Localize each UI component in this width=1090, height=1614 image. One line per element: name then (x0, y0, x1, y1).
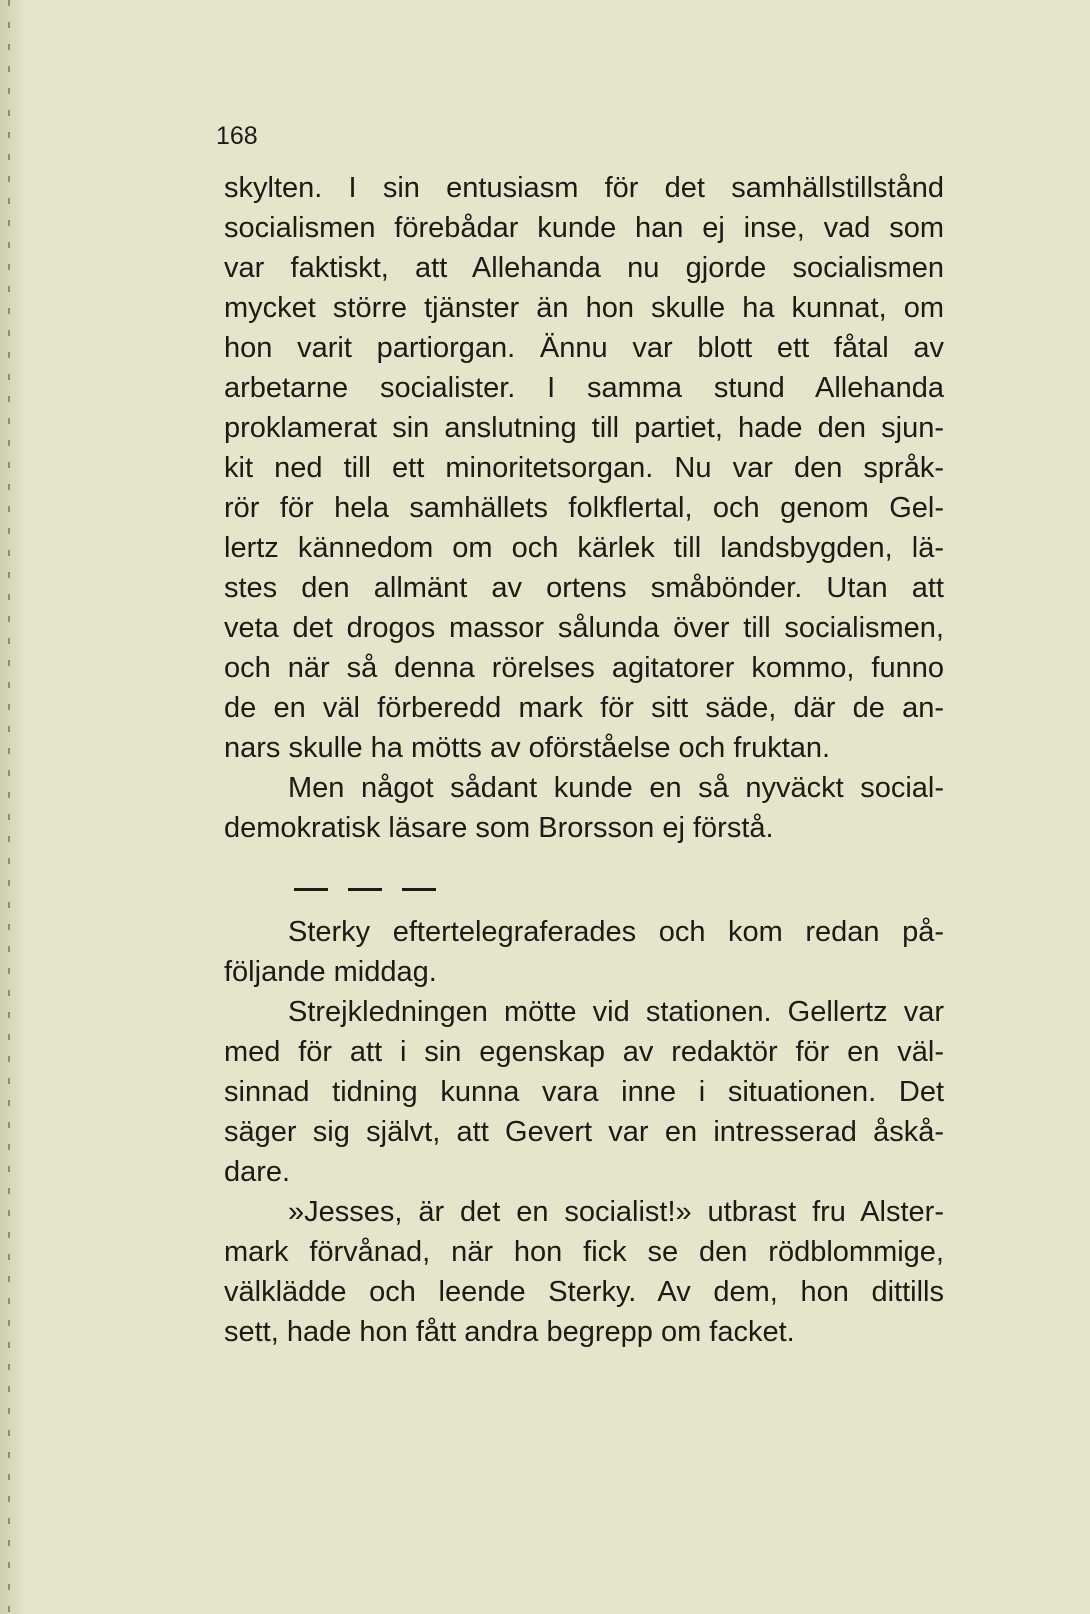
text-line: mycket större tjänster än hon skulle ha kunnat, om (224, 292, 944, 324)
body-text (224, 168, 944, 1352)
text-line: kit ned till ett minoritetsorgan. Nu var den språk- (224, 452, 944, 484)
text-line: Strejkledningen mötte vid stationen. Gellertz var (288, 996, 944, 1028)
text-line: arbetarne socialister. I samma stund Allehanda (224, 372, 944, 404)
page-number: 168 (216, 122, 258, 150)
separator-dash (348, 888, 382, 891)
separator-dash (294, 888, 328, 891)
paragraph-5 (224, 1192, 944, 1352)
text-line: välklädde och leende Sterky. Av dem, hon dittills (224, 1276, 944, 1308)
text-line: Men något sådant kunde en så nyväckt social- (288, 772, 944, 804)
paragraph-2 (224, 768, 944, 848)
text-line: proklamerat sin anslutning till partiet, hade den sjun- (224, 412, 944, 444)
text-line: veta det drogos massor sålunda över till socialismen, (224, 612, 944, 644)
section-separator (294, 868, 944, 908)
text-line: rör för hela samhällets folkflertal, och genom Gel- (224, 492, 944, 524)
separator-dash (402, 888, 436, 891)
text-line: mark förvånad, när hon fick se den rödblommige, (224, 1236, 944, 1268)
text-line: lertz kännedom om och kärlek till landsbygden, lä- (224, 532, 944, 564)
page-spine-edge (0, 0, 26, 1614)
text-line: dare. (224, 1156, 291, 1188)
text-line: stes den allmänt av ortens småbönder. Utan att (224, 572, 944, 604)
text-line: var faktiskt, att Allehanda nu gjorde socialismen (224, 252, 944, 284)
text-line: socialismen förebådar kunde han ej inse, vad som (224, 212, 944, 244)
paragraph-1 (224, 168, 944, 768)
text-line: och när så denna rörelses agitatorer kommo, funno (224, 652, 944, 684)
text-line: säger sig självt, att Gevert var en intresserad åskå- (224, 1116, 944, 1148)
text-line: demokratisk läsare som Brorsson ej förstå. (224, 812, 774, 844)
text-line: sett, hade hon fått andra begrepp om facket. (224, 1316, 795, 1348)
text-line: sinnad tidning kunna vara inne i situationen. Det (224, 1076, 944, 1108)
text-line: nars skulle ha mötts av oförståelse och fruktan. (224, 732, 831, 764)
paragraph-4 (224, 992, 944, 1192)
binding-stitch-line (8, 0, 10, 1614)
text-line: Sterky eftertelegraferades och kom redan på- (288, 916, 944, 948)
text-line: »Jesses, är det en socialist!» utbrast fru Alster- (288, 1196, 944, 1228)
paragraph-3 (224, 912, 944, 992)
text-line: de en väl förberedd mark för sitt säde, där de an- (224, 692, 944, 724)
text-line: hon varit partiorgan. Ännu var blott ett fåtal av (224, 332, 944, 364)
text-line: följande middag. (224, 956, 437, 988)
text-line: skylten. I sin entusiasm för det samhällstillstånd (224, 172, 944, 204)
text-line: med för att i sin egenskap av redaktör för en väl- (224, 1036, 944, 1068)
